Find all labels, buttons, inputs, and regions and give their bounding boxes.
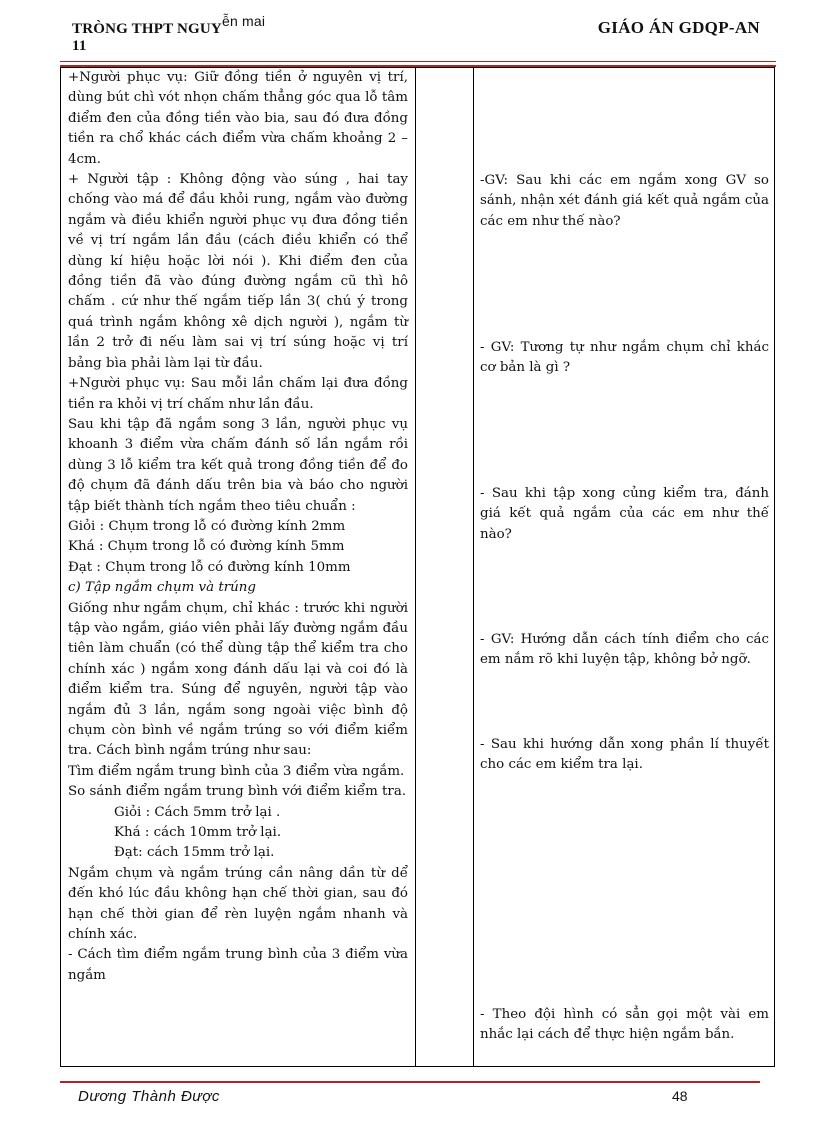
footer-author: Dương Thành Được [78, 1088, 220, 1105]
column-divider-1 [415, 68, 416, 1066]
footer-page-number: 48 [672, 1088, 688, 1104]
teacher-note-2: - GV: Tương tự như ngắm chụm chỉ khác cơ bản là gì ? [480, 340, 769, 376]
paragraph-mean-method: - Cách tìm điểm ngắm trung bình của 3 điểm vừa ngắm [68, 947, 408, 983]
paragraph-progression: Ngắm chụm và ngắm trúng cần nâng dần từ dể đến khó lúc đầu không hạn chế thời gian, sau đó hạn chế thời gian để rèn luyện ngắm nhanh và chính xác. [68, 865, 408, 943]
header-doc-title: GIÁO ÁN GDQP-AN [597, 18, 760, 37]
paragraph-group-and-hit: Giống như ngắm chụm, chỉ khác : trước khi người tập vào ngắm, giáo viên phải lấy đường ngắm đầu tiên làm chuẩn (có thể dùng tập thể kiểm tra cho chính xác ) ngắm xong đánh dấu lại và coi đó là điểm kiểm tra. Súng để nguyên, người tập vào ngắm đủ 3 lần, ngắm song ngoài việc bình độ chụm còn bình về ngắm trúng so với điểm kiểm tra. Cách bình ngắm trúng như sau: [68, 600, 408, 759]
grade-fair: Khá : Chụm trong lỗ có đường kính 5mm [68, 539, 345, 555]
paragraph-helper-move: +Người phục vụ: Sau mỗi lần chấm lại đưa đồng tiền ra khỏi vị trí chấm như lần đầu. [68, 376, 408, 412]
hit-grade-good: Giỏi : Cách 5mm trở lại . [114, 804, 281, 820]
column-divider-2 [473, 68, 474, 1066]
teacher-note-6: - Theo đội hình có sẳn gọi một vài em nhắc lại cách để thực hiện ngắm bắn. [480, 1007, 769, 1043]
paragraph-check-result: Sau khi tập đã ngắm song 3 lần, người phục vụ khoanh 3 điểm vừa chấm đánh số lần ngắm rồi dùng 3 lỗ kiểm tra kết quả trong đồng tiền để đo độ chụm đã đánh dấu trên bia và báo cho người tập biết thành tích ngắm theo tiêu chuẩn : [68, 416, 408, 514]
footer-rule [60, 1081, 760, 1083]
hit-grade-fair: Khá : cách 10mm trở lại. [114, 825, 282, 841]
teacher-note-3: - Sau khi tập xong củng kiểm tra, đánh giá kết quả ngắm của các em như thế nào? [480, 486, 769, 542]
header-grade: 11 [72, 38, 87, 54]
paragraph-compare: So sánh điểm ngắm trung bình với điểm kiểm tra. [68, 784, 407, 800]
section-heading-c: c) Tập ngắm chụm và trúng [68, 580, 256, 596]
paragraph-helper-mark: +Người phục vụ: Giữ đồng tiền ở nguyên vị trí, dùng bút chì vót nhọn chấm thẳng góc qua lỗ tâm điểm đen của đồng tiền vào bia, sau đó đưa đồng tiền ra chổ khác cách điểm vừa chấm khoảng 2 – 4cm. [68, 70, 408, 167]
header-school-name: TRÒNG THPT NGUY [72, 21, 222, 37]
header-rule-thin [60, 61, 776, 62]
teacher-note-4: - GV: Hướng dẫn cách tính điểm cho các em nắm rõ khi luyện tập, không bở ngỡ. [480, 632, 769, 668]
teacher-note-5: - Sau khi hướng dẫn xong phần lí thuyết cho các em kiểm tra lại. [480, 737, 769, 773]
grade-pass: Đạt : Chụm trong lỗ có đường kính 10mm [68, 559, 351, 575]
paragraph-trainee-aim: + Người tập : Không động vào súng , hai tay chống vào má để đầu khỏi rung, ngắm vào đường ngắm và điều khiển người phục vụ đưa đồng tiền về vị trí ngắm lần đầu (cách điều khiển có thể dùng kí hiệu hoặc lời nói ). Khi điểm đen của đồng tiền đã vào đúng đường ngắm cũ thì hô chấm . cứ như thế ngắm tiếp lần 3( chú ý trong quá trình ngắm không xê dịch người ), ngắm từ lần 2 trở đi nếu làm sai vị trí súng hoặc vị trí bảng bìa phải làm lại từ đầu. [68, 172, 408, 371]
header-school-sup: ễn mai [221, 13, 266, 29]
teacher-note-1: -GV: Sau khi các em ngắm xong GV so sánh, nhận xét đánh giá kết quả ngắm của các em như thế nào? [480, 173, 769, 229]
paragraph-find-mean: Tìm điểm ngắm trung bình của 3 điểm vừa ngắm. [68, 763, 405, 779]
header-school [72, 13, 266, 55]
grade-good: Giỏi : Chụm trong lỗ có đường kính 2mm [68, 518, 346, 534]
lesson-table [60, 67, 775, 1067]
hit-grade-pass: Đạt: cách 15mm trở lại. [114, 845, 275, 861]
content-column [68, 68, 408, 986]
